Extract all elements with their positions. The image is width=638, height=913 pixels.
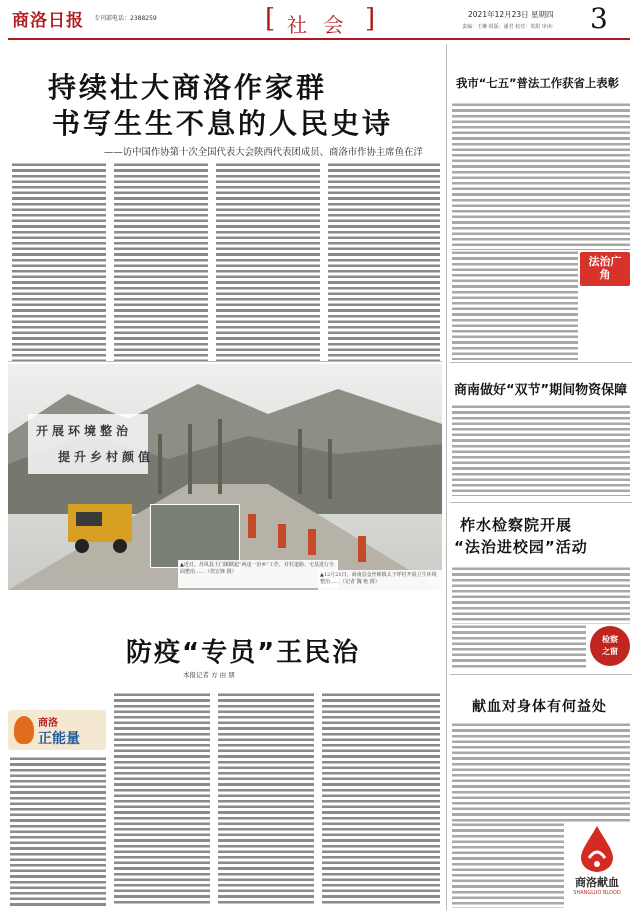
caption-right: ▲12月21日，商南县金丝峡镇太子坪村开展卫生环境整治……（记者 魏 艳 摄） xyxy=(318,570,442,590)
blood-drop-icon xyxy=(577,824,617,872)
lead-story xyxy=(8,44,442,359)
photo-feature xyxy=(8,364,442,590)
editors: 责编：王琳 组版：潘君 校对：贺甜 审读： xyxy=(462,24,557,30)
story-1-body-top xyxy=(452,102,630,250)
issue-date: 2021年12月23日 星期四 xyxy=(468,10,554,19)
story-1-body-left xyxy=(452,250,578,360)
fazhi-badge: 法治广角 xyxy=(580,252,630,286)
story-3-body-left xyxy=(452,624,586,668)
right-column xyxy=(450,44,632,910)
flame-icon xyxy=(14,716,34,744)
zhengneng-badge: 商洛 正能量 xyxy=(8,710,106,750)
inset-photo xyxy=(150,504,240,568)
lead-column-2 xyxy=(114,162,208,384)
caption-left: ▲近日，丹凤县土门镇掀起“两违一治乡”工作，对村道路、宅基进行全面整治……（侯宏锋 摄） xyxy=(178,560,338,588)
section-frame: [ 社 会 ] xyxy=(265,4,376,37)
story-2-title: 商南做好“双节”期间物资保障 xyxy=(454,383,628,398)
feature-2-byline: 本报记者 方 由 朋 xyxy=(183,671,235,679)
lead-column-1 xyxy=(12,162,106,384)
masthead-kicker: 专刊部电话：2388259 xyxy=(94,15,157,22)
story-3-body xyxy=(452,566,630,624)
story-4-body-left xyxy=(452,822,564,908)
story-4-body xyxy=(452,722,630,822)
blood-logo: 商洛献血 SHANGLUO BLOOD xyxy=(564,824,630,904)
lead-column-3 xyxy=(216,162,320,384)
story-4-title: 献血对身体有何益处 xyxy=(472,699,607,715)
jiancha-badge: 检察 之窗 xyxy=(590,626,630,666)
feature-2-column-3 xyxy=(218,692,314,906)
paper-name: 商洛日报 xyxy=(12,11,84,31)
lead-column-4 xyxy=(328,162,440,384)
feature-2-title: 防疫“专员”王民治 xyxy=(126,638,361,668)
story-1-title: 我市“七五”普法工作获省上表彰 xyxy=(456,76,620,90)
masthead xyxy=(0,0,638,44)
photo-title-1: 开展环境整治 xyxy=(36,424,133,438)
photo-title-2: 提升乡村颜值 xyxy=(58,450,155,464)
story-3-title-2: “法治进校园”活动 xyxy=(454,538,588,556)
feature-2-column-4 xyxy=(322,692,440,906)
section-title: 社 会 xyxy=(287,13,349,37)
story-2-body xyxy=(452,404,630,496)
lead-subhead: ——访中国作协第十次全国代表大会陕西代表团成员、商洛市作协主席鱼在洋 xyxy=(104,147,423,158)
feature-2-column-2 xyxy=(114,692,210,906)
feature-2 xyxy=(8,592,442,907)
story-3-title-1: 柞水检察院开展 xyxy=(460,516,573,534)
page-number: 3 xyxy=(590,2,608,35)
feature-2-column-1 xyxy=(10,756,106,906)
lead-headline-2: 书写生生不息的人民史诗 xyxy=(52,107,394,140)
lead-headline-1: 持续壮大商洛作家群 xyxy=(48,71,328,104)
